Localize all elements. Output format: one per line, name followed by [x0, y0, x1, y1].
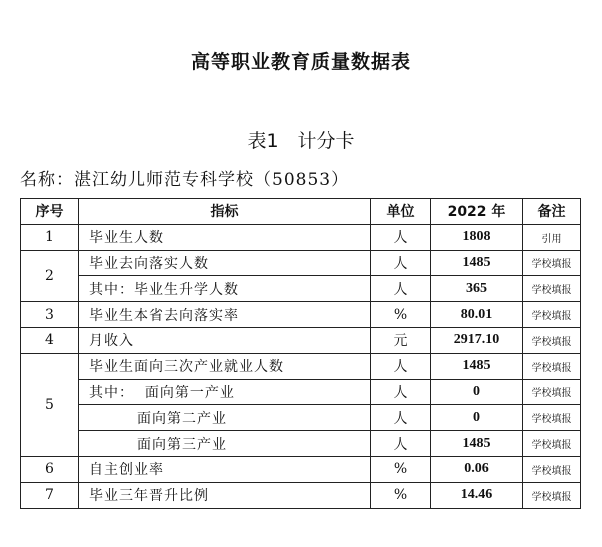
row-indicator: 面向第二产业: [79, 405, 371, 431]
row-unit: 人: [371, 353, 431, 379]
row-unit: 人: [371, 405, 431, 431]
table-row: [21, 302, 581, 328]
row-value: 1485: [431, 250, 523, 276]
table-row: [21, 379, 581, 405]
row-number: 5: [21, 353, 79, 456]
header-indicator: 指标: [79, 199, 371, 225]
school-name: 名称：湛江幼儿师范专科学校（50853）: [20, 170, 350, 190]
table-row: [21, 405, 581, 431]
row-note: 学校填报: [523, 379, 581, 405]
row-unit: 人: [371, 276, 431, 302]
row-unit: 人: [371, 379, 431, 405]
row-note: 学校填报: [523, 456, 581, 482]
row-indicator: 毕业生人数: [79, 224, 371, 250]
table-row: [21, 456, 581, 482]
row-indicator: 毕业生本省去向落实率: [79, 302, 371, 328]
row-number: 7: [21, 482, 79, 508]
row-note: 引用: [523, 224, 581, 250]
scorecard-table: [20, 198, 581, 509]
row-unit: %: [371, 456, 431, 482]
row-value: 2917.10: [431, 327, 523, 353]
row-value: 1485: [431, 431, 523, 457]
row-number: 3: [21, 302, 79, 328]
row-value: 1485: [431, 353, 523, 379]
row-indicator: 自主创业率: [79, 456, 371, 482]
table-row: [21, 276, 581, 302]
document-title: 高等职业教育质量数据表: [190, 51, 411, 73]
row-value: 365: [431, 276, 523, 302]
row-unit: %: [371, 302, 431, 328]
table-row: [21, 353, 581, 379]
table-row: [21, 250, 581, 276]
row-indicator: 毕业三年晋升比例: [79, 482, 371, 508]
row-indicator: 毕业生面向三次产业就业人数: [79, 353, 371, 379]
row-note: 学校填报: [523, 353, 581, 379]
row-indicator: 其中： 面向第一产业: [79, 379, 371, 405]
table-row: [21, 431, 581, 457]
row-value: 14.46: [431, 482, 523, 508]
row-value: 0: [431, 405, 523, 431]
table-header-row: [21, 199, 581, 225]
row-note: 学校填报: [523, 302, 581, 328]
row-value: 0: [431, 379, 523, 405]
row-number: 4: [21, 327, 79, 353]
table-title: 表1 计分卡: [247, 130, 355, 152]
header-unit: 单位: [371, 199, 431, 225]
row-value: 0.06: [431, 456, 523, 482]
table-row: [21, 327, 581, 353]
header-no: 序号: [21, 199, 79, 225]
row-number: 6: [21, 456, 79, 482]
row-note: 学校填报: [523, 327, 581, 353]
row-indicator: 毕业去向落实人数: [79, 250, 371, 276]
row-indicator: 月收入: [79, 327, 371, 353]
row-note: 学校填报: [523, 482, 581, 508]
table-row: [21, 482, 581, 508]
table-row: [21, 224, 581, 250]
row-unit: 人: [371, 250, 431, 276]
row-note: 学校填报: [523, 276, 581, 302]
row-indicator: 其中：毕业生升学人数: [79, 276, 371, 302]
row-indicator: 面向第三产业: [79, 431, 371, 457]
row-number: 1: [21, 224, 79, 250]
row-note: 学校填报: [523, 405, 581, 431]
header-note: 备注: [523, 199, 581, 225]
row-note: 学校填报: [523, 431, 581, 457]
row-unit: 人: [371, 224, 431, 250]
row-value: 80.01: [431, 302, 523, 328]
row-unit: %: [371, 482, 431, 508]
row-unit: 元: [371, 327, 431, 353]
header-year: 2022 年: [431, 199, 523, 225]
row-number: 2: [21, 250, 79, 302]
row-unit: 人: [371, 431, 431, 457]
row-value: 1808: [431, 224, 523, 250]
row-note: 学校填报: [523, 250, 581, 276]
